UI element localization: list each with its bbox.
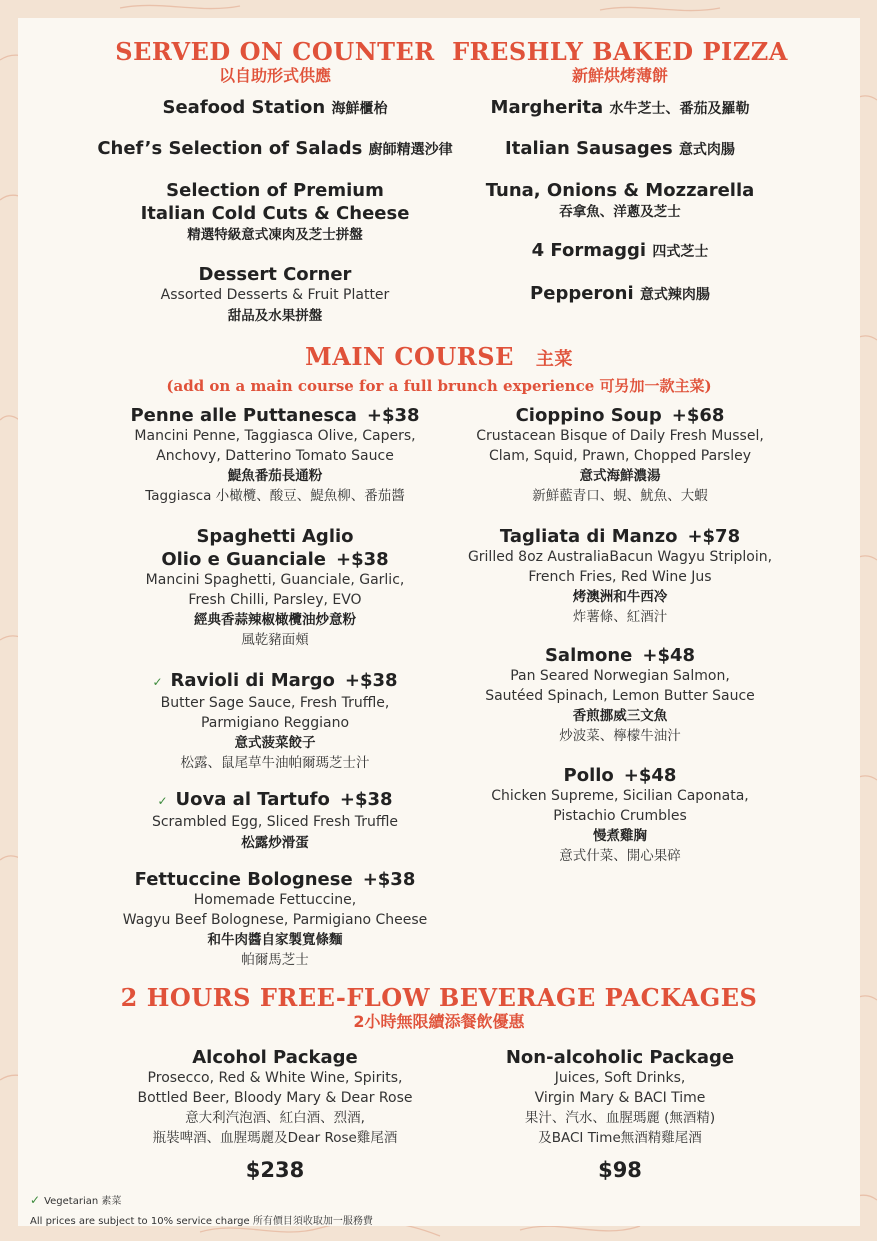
item-name: Tuna, Onions & Mozzarella	[485, 180, 755, 201]
item-name: Tagliata di Manzo	[499, 526, 678, 547]
item-zh: 吞拿魚、洋蔥及芝士	[559, 204, 681, 220]
item-desc: Anchovy, Datterino Tomato Sauce	[156, 447, 394, 464]
main-item	[60, 868, 490, 970]
item-zh: 炸薯條、紅酒汁	[572, 609, 668, 625]
served-section	[85, 38, 465, 86]
item-zh: Taggiasca 小橄欖、酸豆、鯷魚柳、番茄醬	[145, 488, 405, 504]
item-zh: 意式什菜、開心果碎	[559, 848, 681, 864]
package-name: Alcohol Package	[192, 1047, 358, 1068]
item-name: Penne alle Puttanesca	[130, 405, 357, 426]
item-name: Italian Sausages	[505, 138, 673, 159]
item-zh: 帕爾馬芝士	[241, 952, 309, 968]
item-zh-bold: 松露炒滑蛋	[241, 834, 309, 851]
footer-veg-legend	[30, 1192, 121, 1207]
item-name: Olio e Guanciale	[161, 549, 326, 570]
item-zh: 意式辣肉腸	[639, 287, 710, 303]
item-price: +$38	[362, 869, 416, 890]
veg-legend-text: Vegetarian 素菜	[44, 1196, 122, 1207]
item-name-line1: Selection of Premium	[166, 180, 384, 201]
item-desc: Mancini Spaghetti, Guanciale, Garlic,	[145, 572, 405, 588]
item-desc: Wagyu Beef Bolognese, Parmigiano Cheese	[122, 911, 428, 928]
main-title-zh: 主菜	[535, 349, 573, 370]
pizza-item	[440, 239, 800, 264]
item-price: +$38	[336, 549, 389, 570]
beverage-title: 2 HOURS FREE-FLOW BEVERAGE PACKAGES	[120, 983, 758, 1012]
beverage-title-zh: 2小時無限續添餐飲優惠	[353, 1012, 525, 1031]
item-zh: 風乾豬面頰	[241, 632, 309, 648]
item-desc: Crustacean Bisque of Daily Fresh Mussel,	[476, 428, 764, 444]
leaf-check-icon: ✓	[157, 794, 168, 808]
item-zh: 松露、鼠尾草牛油帕爾瑪芝士汁	[180, 755, 370, 771]
item-price: +$48	[623, 765, 677, 786]
pizza-item	[440, 137, 800, 162]
item-name: Margherita	[490, 97, 604, 118]
main-item	[440, 764, 800, 866]
item-desc: French Fries, Red Wine Jus	[528, 568, 712, 585]
served-item	[60, 137, 490, 162]
main-item	[85, 788, 465, 853]
main-item	[440, 404, 800, 506]
item-price: +$68	[671, 405, 725, 426]
main-section-header	[18, 343, 860, 396]
item-desc: Assorted Desserts & Fruit Platter	[160, 287, 390, 303]
item-name: Seafood Station	[162, 97, 326, 118]
main-item	[85, 525, 465, 650]
package-desc: Juices, Soft Drinks,	[554, 1070, 686, 1086]
item-price: +$38	[344, 670, 398, 691]
package-desc: Prosecco, Red & White Wine, Spirits,	[147, 1070, 403, 1086]
beverage-section-header	[18, 984, 860, 1032]
item-zh: 意式肉腸	[678, 142, 735, 158]
item-zh: 甜品及水果拼盤	[227, 307, 323, 324]
item-zh-bold: 香煎挪威三文魚	[572, 708, 668, 724]
item-name: Salmone	[544, 645, 633, 666]
package-zh: 意大利汽泡酒、紅白酒、烈酒,	[185, 1110, 365, 1126]
item-name-line1: Spaghetti Aglio	[196, 526, 354, 547]
item-zh: 海鮮櫃枱	[331, 101, 388, 117]
item-name: Cioppino Soup	[515, 405, 662, 426]
item-desc: Homemade Fettuccine,	[193, 892, 357, 908]
item-zh-bold: 慢煮雞胸	[593, 828, 647, 844]
item-desc: Sautéed Spinach, Lemon Butter Sauce	[485, 687, 755, 704]
item-name: Pepperoni	[530, 283, 634, 304]
main-item	[430, 525, 810, 627]
item-desc: Chicken Supreme, Sicilian Caponata,	[491, 788, 749, 804]
pizza-section	[440, 38, 800, 86]
item-desc: Fresh Chilli, Parsley, EVO	[188, 591, 362, 608]
item-name-line2: Italian Cold Cuts & Cheese	[140, 203, 410, 224]
served-title-zh: 以自助形式供應	[218, 66, 331, 85]
served-item-cold-cuts	[85, 179, 465, 245]
pizza-item	[440, 96, 800, 121]
item-zh-bold: 意式菠菜餃子	[234, 735, 316, 751]
main-subtitle: (add on a main course for a full brunch experience 可另加一款主菜)	[166, 377, 712, 395]
item-zh: 水牛芝士、番茄及羅勒	[609, 101, 750, 117]
alcohol-package	[90, 1046, 460, 1184]
item-name: Uova al Tartufo	[175, 789, 330, 810]
item-name: Dessert Corner	[198, 264, 352, 285]
item-desc: Pan Seared Norwegian Salmon,	[510, 668, 730, 684]
item-price: +$38	[366, 405, 420, 426]
package-desc: Virgin Mary & BACI Time	[534, 1089, 706, 1106]
item-zh: 新鮮藍青口、蜆、魷魚、大蝦	[532, 488, 708, 504]
main-item	[85, 404, 465, 506]
item-price: +$38	[339, 789, 393, 810]
item-zh-bold: 鯷魚番茄長通粉	[227, 468, 323, 484]
item-desc: Clam, Squid, Prawn, Chopped Parsley	[488, 447, 752, 464]
item-name: Ravioli di Margo	[170, 670, 335, 691]
main-item	[440, 644, 800, 746]
pizza-title: FRESHLY BAKED PIZZA	[452, 37, 788, 66]
item-price: +$78	[687, 526, 741, 547]
item-desc: Mancini Penne, Taggiasca Olive, Capers,	[134, 428, 416, 444]
item-name: 4 Formaggi	[531, 240, 647, 261]
main-item	[85, 669, 465, 773]
leaf-check-icon: ✓	[152, 675, 163, 689]
item-zh: 四式芝士	[652, 244, 709, 260]
pizza-item	[440, 179, 800, 222]
item-name: Chef’s Selection of Salads	[97, 138, 363, 159]
package-zh: 果汁、汽水、血腥瑪麗 (無酒精)	[524, 1110, 716, 1126]
served-title: SERVED ON COUNTER	[115, 37, 435, 66]
main-title: MAIN COURSE	[305, 342, 514, 371]
item-zh: 炒波菜、檸檬牛油汁	[559, 728, 681, 744]
item-desc: Butter Sage Sauce, Fresh Truffle,	[160, 695, 390, 711]
item-desc: Parmigiano Reggiano	[200, 714, 350, 731]
served-item-dessert	[85, 263, 465, 326]
pizza-title-zh: 新鮮烘烤薄餅	[571, 66, 668, 85]
leaf-check-icon: ✓	[30, 1193, 41, 1207]
item-price: +$48	[642, 645, 696, 666]
package-price: $98	[598, 1158, 642, 1182]
footer-note: All prices are subject to 10% service charge 所有價目須收取加一服務費	[30, 1216, 373, 1227]
package-name: Non-alcoholic Package	[505, 1047, 735, 1068]
item-zh: 廚師精選沙律	[368, 142, 453, 158]
item-desc: Grilled 8oz AustraliaBacun Wagyu Striploin,	[467, 549, 773, 565]
item-desc: Pistachio Crumbles	[553, 807, 687, 824]
item-name: Fettuccine Bolognese	[134, 869, 353, 890]
package-desc: Bottled Beer, Bloody Mary & Dear Rose	[137, 1089, 413, 1106]
served-item	[60, 96, 490, 121]
item-zh-bold: 和牛肉醬自家製寬條麵	[207, 932, 343, 948]
item-zh-bold: 烤澳洲和牛西冷	[572, 589, 668, 605]
item-name: Pollo	[563, 765, 614, 786]
item-zh: 精選特級意式凍肉及芝士拼盤	[187, 227, 363, 243]
non-alcohol-package	[440, 1046, 800, 1184]
item-zh-bold: 意式海鮮濃湯	[579, 468, 661, 484]
package-zh: 及BACI Time無酒精雞尾酒	[538, 1130, 702, 1146]
item-zh-bold: 經典香蒜辣椒橄欖油炒意粉	[194, 612, 356, 628]
package-price: $238	[245, 1158, 305, 1182]
pizza-item	[440, 282, 800, 307]
package-zh: 瓶裝啤酒、血腥瑪麗及Dear Rose雞尾酒	[152, 1130, 398, 1146]
item-desc: Scrambled Egg, Sliced Fresh Truffle	[151, 814, 399, 830]
